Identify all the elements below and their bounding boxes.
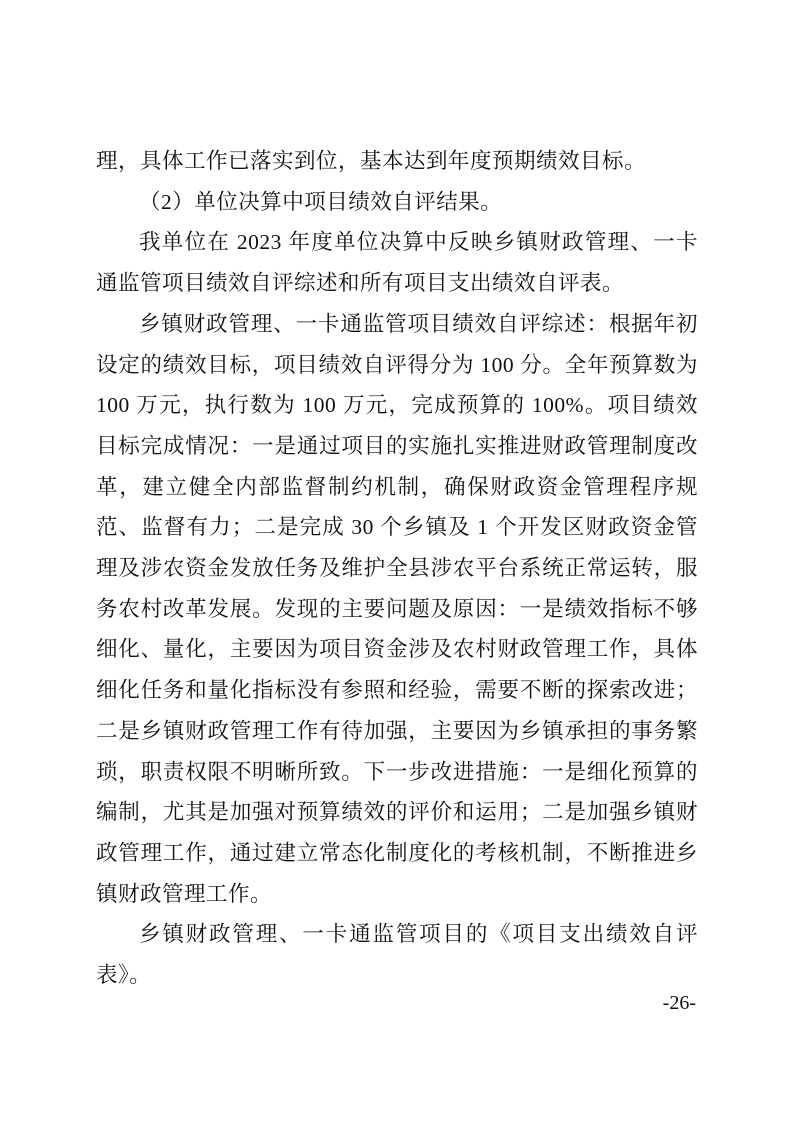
document-body — [96, 141, 698, 996]
page-number: -26- — [662, 992, 696, 1014]
paragraph-unit-summary: 我单位在 2023 年度单位决算中反映乡镇财政管理、一卡通监管项目绩效自评综述和所有项目支出绩效自评表。 — [96, 230, 698, 296]
paragraph-heading-item-2: （2）单位决算中项目绩效自评结果。 — [139, 189, 503, 214]
paragraph-continuation: 理，具体工作已落实到位，基本达到年度预期绩效目标。 — [96, 149, 647, 173]
paragraph-closing-line: 乡镇财政管理、一卡通监管项目的《项目支出绩效自评表》。 — [96, 922, 698, 988]
paragraph-self-evaluation-overview: 乡镇财政管理、一卡通监管项目绩效自评综述：根据年初设定的绩效目标，项目绩效自评得分为 100 分。全年预算数为 100 万元，执行数为 100 万元，完成预算的 100%。项目绩效目标完成情况：一是通过项目的实施扎实推进财政管理制度改革，建立健全内部监督制约机制，确保财政资金管理程序规范、监督有力；二是完成 30 个乡镇及 1 个开发区财政资金管理及涉农资金发放任务及维护全县涉农平台系统正常运转，服务农村改革发展。发现的主要问题及原因：一是绩效指标不够细化、量化，主要因为项目资金涉及农村财政管理工作，具体细化任务和量化指标没有参照和经验，需要不断的探索改进；二是乡镇财政管理工作有待加强，主要因为乡镇承担的事务繁琐，职责权限不明晰所致。下一步改进措施：一是细化预算的编制，尤其是加强对预算绩效的评价和运用；二是加强乡镇财政管理工作，通过建立常态化制度化的考核机制，不断推进乡镇财政管理工作。 — [96, 311, 698, 906]
